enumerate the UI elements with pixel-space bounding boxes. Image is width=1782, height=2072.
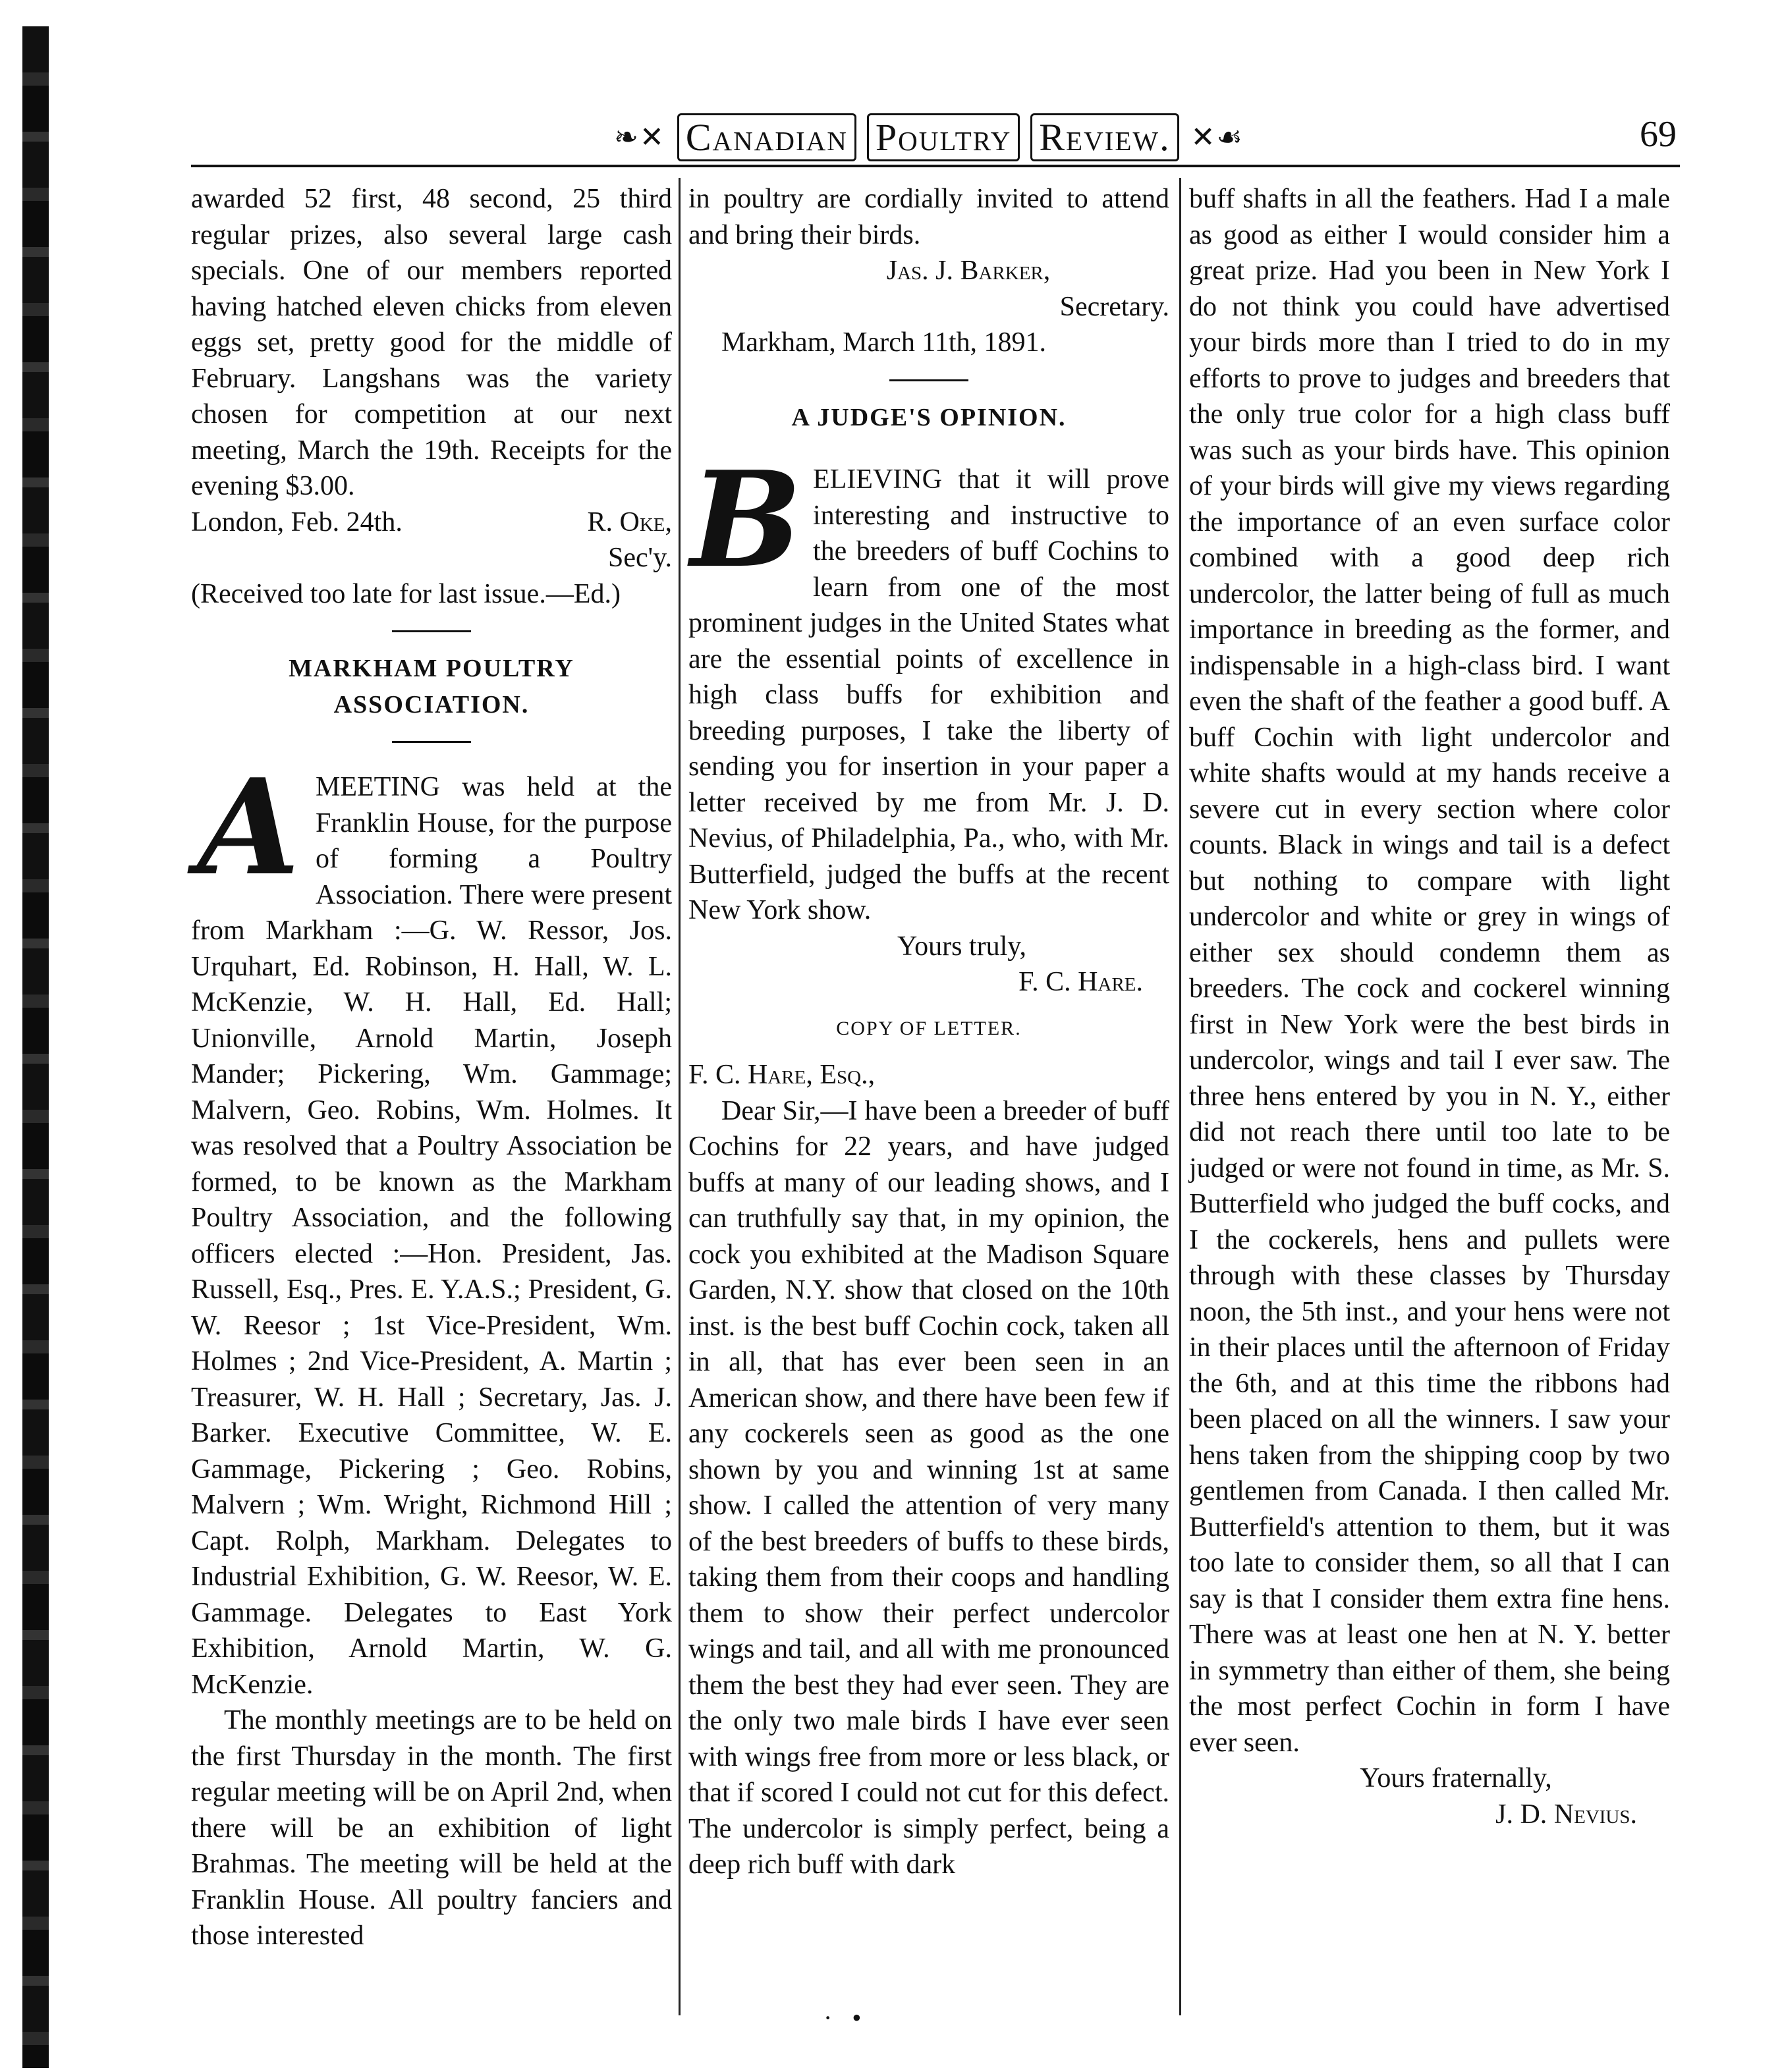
drop-cap: A (197, 750, 300, 905)
scan-edge-strip (22, 26, 49, 2068)
column-3 (1189, 181, 1670, 1832)
paragraph: The monthly meetings are to be held on the first Thursday in the month. The first regular meeting will be on April 2nd, when there will be an exhibition of light Brahmas. The meeting will be held at the Franklin House. All poultry fanciers and those interested (191, 1705, 672, 1951)
ornament-right-icon: ✕☙ (1190, 121, 1244, 153)
page-number: 69 (1640, 114, 1677, 155)
signature-name: Jas. J. Barker, (886, 256, 1051, 286)
section-rule (392, 630, 471, 632)
paragraph: buff shafts in all the feathers. Had I a male as good as either I would consider him a great prize. Had you been in New York I do not think you could have advertised your birds more than I tried to do in my efforts to prove to judges and breeders that the only true color for a high class buff was such as your birds have. This opinion of your birds will give my views regarding the importance of an even surface color combined with a good deep rich undercolor, the latter being of full as much importance in breeding as the former, and indispensable in a high-class bird. I want even the shaft of the feather a good buff. A buff Cochin with light undercolor and white shafts would at my hands receive a severe cut in every section where color counts. Black in wings and tail is a defect but nothing to compare with light undercolor and white or grey in wings of either sex should condemn them as breeders. The cock and cockerel winning first in New York were the best birds in undercolor, wings and tail I ever saw. The three hens entered by you in N. Y., either did not reach there until too late to be judged or were not found in time, as Mr. S. Butterfield who judged the buff cocks, and I the cockerels, hens and pullets were through with these classes by Thursday noon, the 5th inst., and your hens were not in their places until the afternoon of Friday the 6th, and at this time the ribbons had been placed on all the winners. I saw your hens taken from the shipping coop by two gentlemen from Canada. I then called Mr. Butterfield's attention to them, but it was too late to consider them, so all that I can say is that I consider them extra fine hens. There was at least one hen at N. Y. better in symmetry than either of them, she being the most perfect Cochin in form I have ever seen. (1189, 184, 1670, 1758)
paragraph-text: MEETING was held at the Franklin House, for the purpose of forming a Poultry Association. There were present from Markham :—G. W. Ressor, Jos. Urquhart, Ed. Robinson, H. Hall, W. L. McKenzie, W. H. Hall, Ed. Hall; Unionville, Arnold Martin, Joseph Mander; Pickering, Wm. Gammage; Malvern, Geo. Robins, Wm. Holmes. It was resolved that a Poultry Association be formed, to be known as the Markham Poultry Association, and the following officers elected :—Hon. President, Jas. Russell, Esq., Pres. E. Y.A.S.; President, G. W. Reesor ; 1st Vice-President, Wm. Holmes ; 2nd Vice-President, A. Martin ; Treasurer, W. H. Hall ; Secretary, Jas. J. Barker. Executive Committee, W. E. Gammage, Pickering ; Geo. Robins, Malvern ; Wm. Wright, Richmond Hill ; Capt. Rolph, Markham. Delegates to Industrial Exhibition, G. W. Reesor, W. E. Gammage. Delegates to East York Exhibition, Arnold Martin, W. G. McKenzie. (191, 772, 672, 1700)
signature-place: Markham, March 11th, 1891. (721, 327, 1047, 358)
closing-name: F. C. Hare. (1018, 967, 1143, 997)
masthead-word-canadian: Canadian (677, 113, 856, 161)
column-divider (679, 178, 681, 2015)
ornament-left-icon: ❧✕ (614, 121, 665, 153)
section-heading: A JUDGE'S OPINION. (791, 403, 1067, 431)
closing-name: J. D. Nevius. (1495, 1799, 1637, 1830)
closing: Yours truly, (897, 931, 1027, 962)
paragraph: awarded 52 first, 48 second, 25 third regular prizes, also several large cash specials. One of our members reported having hatched eleven chicks from eleven eggs set, pretty good for the middle of February. Langshans was the variety chosen for competition at our next meeting, March the 19th. Receipts for the evening $3.00. (191, 184, 672, 501)
section-rule (392, 741, 471, 743)
signature-line (191, 504, 672, 541)
column-divider (1179, 178, 1181, 2015)
masthead (0, 105, 1782, 168)
editor-note: (Received too late for last issue.—Ed.) (191, 578, 621, 609)
paragraph (688, 443, 1169, 929)
section-rule (889, 379, 968, 381)
paragraph-text: ELIEVING that it will prove interesting and instructive to the breeders of buff Cochins to learn from one of the most prominent judges in the United States what are the essential points of excellence in high class buffs for exhibition and breeding purposes, I take the liberty of sending you for insertion in your paper a letter received by me from Mr. J. D. Nevius, of Philadelphia, Pa., who, with Mr. Butterfield, judged the buffs at the recent New York show. (688, 464, 1169, 925)
signature-title: Sec'y. (608, 543, 672, 573)
masthead-word-poultry: Poultry (867, 113, 1020, 161)
paragraph (191, 750, 672, 1703)
section-heading: MARKHAM POULTRY ASSOCIATION. (289, 655, 574, 719)
subheading: COPY OF LETTER. (836, 1017, 1022, 1039)
column-2 (688, 181, 1169, 1883)
signature-place: London, Feb. 24th. (191, 506, 403, 537)
header-rule (191, 165, 1680, 167)
drop-cap: B (690, 443, 802, 597)
signature-title: Secretary. (1059, 291, 1169, 322)
paragraph: Dear Sir,—I have been a breeder of buff Cochins for 22 years, and have judged buffs at many of our leading shows, and I can truthfully say that, in my opinion, the cock you exhibited at the Madison Square Garden, N.Y. show that closed on the 10th inst. is the best buff Cochin cock, taken all in all, that has ever been seen in an American show, and there have been few if any cockerels seen as good as the one shown by you and winning 1st at same show. I called the attention of very many of the best breeders of buffs to these birds, taking them from their coops and handling them to show their perfect undercolor wings and tail, and all with me pronounced them the best they had ever seen. They are the only two male birds I have ever seen with wings free from more or less black, or that if scored I could not cut for this defect. The undercolor is simply perfect, being a deep rich buff with dark (688, 1095, 1169, 1880)
stray-dots: · • (823, 2003, 862, 2032)
paragraph: in poultry are cordially invited to attend and bring their birds. (688, 184, 1169, 250)
closing: Yours fraternally, (1360, 1763, 1552, 1793)
salutation: F. C. Hare, Esq., (688, 1060, 876, 1090)
column-1 (191, 181, 672, 1954)
masthead-title (614, 111, 1244, 163)
masthead-word-review: Review. (1030, 113, 1179, 161)
signature-name: R. Oke, (587, 506, 672, 537)
